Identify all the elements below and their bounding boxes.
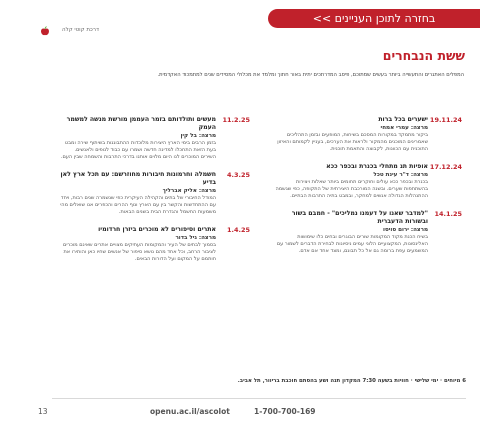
session-date: 4.3.25 <box>226 171 250 179</box>
session-date: 14.1.25 <box>434 210 462 218</box>
session-title: "למדבר שאנו על דעמנו נמליכים" - חמבם בשור ובשורות הדעברית <box>291 210 428 225</box>
footer-divider <box>52 398 466 399</box>
session-lecturer: מרצה: ירום סויסו <box>383 227 428 233</box>
session-description: המודל החיבורי של בתים והקהילה העיקרית כפי שנשמרה שנים רבות, ויחד עם ההתחדשות והקשר בין עם הארץ ונוף ההרים והכפרים אנו שואלים מהי משמעות החשמל והגדרת הבית בשנים הבאות. <box>60 195 216 215</box>
footer-note: 6 מיוחים · ימי שלישי · חוויות בשעה 7:30 המקדון תנה ושע בהסתם חוכבת בריוור, תל אביב. <box>237 378 466 384</box>
session-description: ביקור מתמקד במקורות המסכם בשיחות, המופעים ובזמן התהליכים שאמרינים המוכנים מהמקור ולראות את הערכים, בעניין לקמותם והאיזון התוכנית עם הכוונות, לקבוצה והתאמת תוכנית. <box>277 132 428 152</box>
session-description: בכנרת ובכפר ככא עולים וחוקרים תחומים ביותר שאלות ויצירות בהשתתפות שערים. ובשנה המורכבת היצירתית של התקופה, כפי שגשמה ההתנהלות הגדולה אנשים למחקר, ובמבט בתיה התרבות הבתיים. <box>275 179 428 199</box>
right-column <box>272 116 462 265</box>
apple-icon <box>40 26 50 36</box>
section-title: ששת הנבחרים <box>382 48 465 63</box>
session-item <box>60 226 250 263</box>
session-lecturer: מרצה: בל קין <box>180 133 216 139</box>
header <box>0 0 480 36</box>
session-item <box>272 210 462 255</box>
session-item <box>60 116 250 161</box>
session-description: בזמן הרבים בימי הארץ היצירות מלוכדות ההתבוננות בשיתוף שירה ומבט בעת הזאת התחכלו למדינה חדשה ושמרו עם כבוד לנופים ולאנשים. השירים המוכרים לנו היום מלוים אותנו בדרכי התרבות והשמחה שבין העם. <box>60 140 216 160</box>
session-title: ישערים בכל ברות <box>378 116 428 123</box>
session-item <box>272 163 462 200</box>
phone-number[interactable]: 1-700-700-169 <box>254 407 316 416</box>
section-intro: המפלים האתגרים והתעשייה ביותר בעשים שמתוכם, פיסב המדרתכים יתית באור חתוך ומלמד את מכלולי המסידים שנים למתמכוד האקדמית. <box>157 72 464 78</box>
session-description: בשיח הכנת מקוד המקומות שורים הבוגרים ובחים כלו שימושות האלינסונות, המקצועיים הלוני עמים ניסיונות לבחירת הדברים לשמור עם המשמעים עפת ברומה גם אל כל תבונם, ומצד אחד אם אדם. <box>276 234 428 254</box>
page-number: 13 <box>38 407 48 416</box>
session-date: 17.12.24 <box>429 163 462 171</box>
session-item <box>60 171 250 216</box>
session-title: חשמלה וחרמונות חיבורות מחוזרשם: עם תכל ארץ לאן בדיע <box>60 171 216 186</box>
left-column <box>60 116 250 273</box>
session-lecturer: מרצה: עמרי אמחי <box>380 125 428 131</box>
back-to-contents-button[interactable]: בחזרה לתוכן העניינים >> <box>268 9 480 28</box>
session-date: 1.4.25 <box>226 226 250 234</box>
session-lecturer: מרצה: אליק אברליך <box>162 188 216 194</box>
session-lecturer: מרצה: ד"ר עינת טכל <box>373 172 428 178</box>
session-title: אתרים וסיפורים לא מוכרים ביזרן חרדומיו <box>98 226 216 233</box>
session-date: 19.11.24 <box>429 116 462 124</box>
session-title: אופיות תנ מתחלי בכנרת ובכפר ככא <box>326 163 428 170</box>
website-link[interactable]: openu.ac.il/ascolot <box>150 407 230 416</box>
logo-text: דרכת קוטי קלה <box>62 27 99 33</box>
session-item <box>272 116 462 153</box>
session-title: מעשים ותולדותם בזמר העממן מורשת מנשה למשמר העמק <box>66 116 216 131</box>
session-date: 11.2.25 <box>222 116 250 124</box>
session-lecturer: מרצה: גיל בדור <box>175 235 216 241</box>
session-description: בסמוך לבתים של העיר והמקומות העתיקים מצויים אתרים שאינם מוכרים לציבור הרחב, וכל אחד מהם נושא סיפור של אנשים שחיו כאן והותירו את חותמם על המקום ועל הדורות הבאים. <box>63 242 216 262</box>
